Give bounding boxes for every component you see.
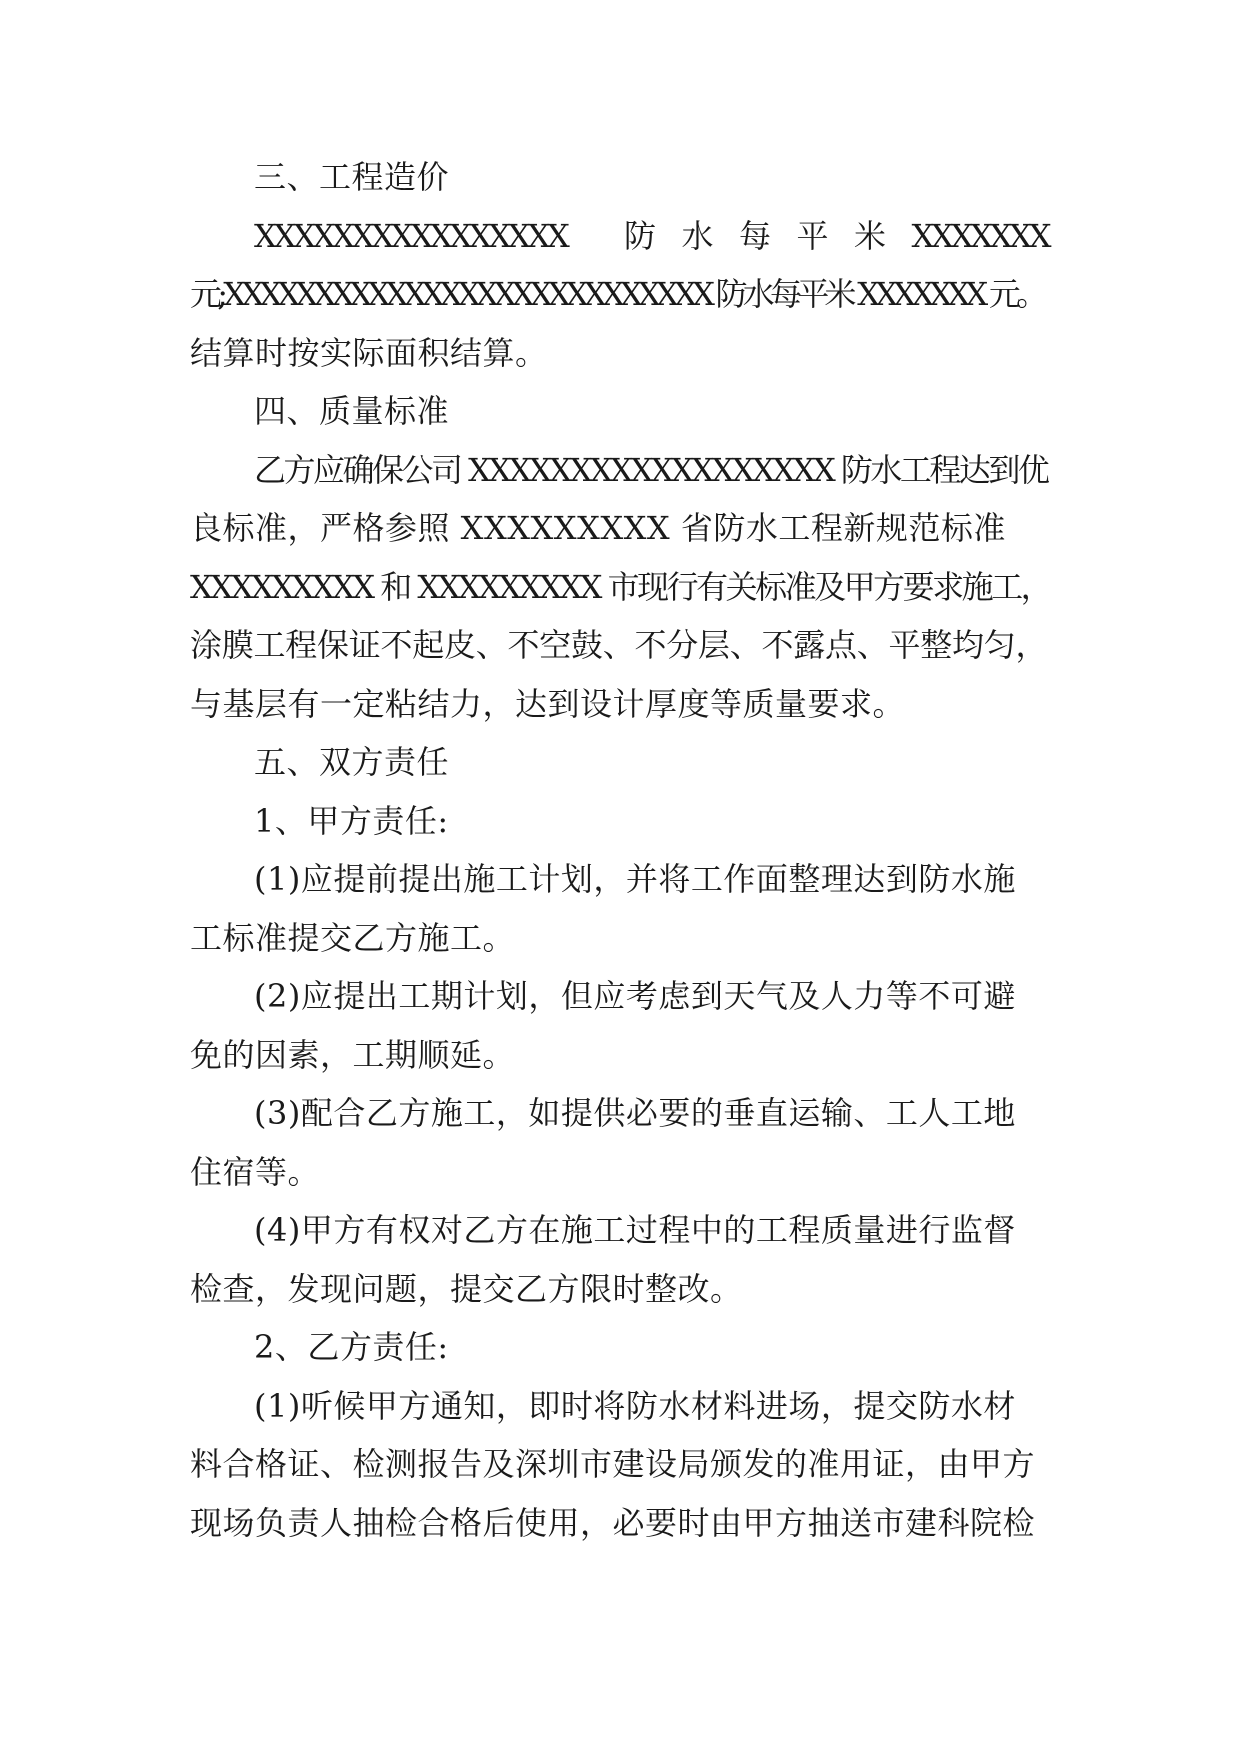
body-line: (3)配合乙方施工，如提供必要的垂直运输、工人工地 [254, 1094, 1016, 1132]
body-line: 检查，发现问题，提交乙方限时整改。 [190, 1269, 743, 1308]
document-body [190, 148, 1050, 1552]
section-heading-quality: 四、质量标准 [254, 392, 450, 430]
section-heading-cost: 三、工程造价 [254, 158, 450, 196]
body-line: 涂膜工程保证不起皮、不空鼓、不分层、不露点、平整均匀， [190, 626, 1048, 664]
body-line: 工标准提交乙方施工。 [190, 918, 516, 957]
body-line: (1)应提前提出施工计划，并将工作面整理达到防水施 [254, 860, 1016, 898]
body-line: XXXXXXXXXXXXXXXX 防 水 每 平 米 XXXXXXX [254, 216, 1049, 255]
body-line: (2)应提出工期计划，但应考虑到天气及人力等不可避 [254, 977, 1016, 1015]
body-line: XXXXXXXXX 和 XXXXXXXXX 市现行有关标准及甲方要求施工， [190, 567, 1051, 606]
body-line: 结算时按实际面积结算。 [190, 333, 548, 372]
subheading-party-a: 1、甲方责任: [254, 801, 449, 840]
body-line: 元;XXXXXXXXXXXXXXXXXXXXXXXXXXX 防水每平米 XXXXXXX 元。 [190, 275, 1044, 313]
body-line: (4)甲方有权对乙方在施工过程中的工程质量进行监督 [254, 1211, 1016, 1249]
body-line: 良标准，严格参照 XXXXXXXXX 省防水工程新规范标准 [190, 509, 1006, 547]
body-line: 料合格证、检测报告及深圳市建设局颁发的准用证，由甲方 [190, 1445, 1036, 1483]
body-line: 现场负责人抽检合格后使用，必要时由甲方抽送市建科院检 [190, 1503, 1036, 1542]
body-line: (1)听候甲方通知，即时将防水材料进场，提交防水材 [254, 1386, 1016, 1425]
body-line: 与基层有一定粘结力，达到设计厚度等质量要求。 [190, 684, 906, 723]
body-line: 乙方应确保公司 XXXXXXXXXXXXXXXXXX 防水工程达到优 [254, 450, 1048, 489]
section-heading-responsibilities: 五、双方责任 [254, 743, 450, 781]
subheading-party-b: 2、乙方责任: [254, 1328, 449, 1366]
body-line: 住宿等。 [190, 1152, 321, 1191]
body-line: 免的因素，工期顺延。 [190, 1035, 516, 1074]
